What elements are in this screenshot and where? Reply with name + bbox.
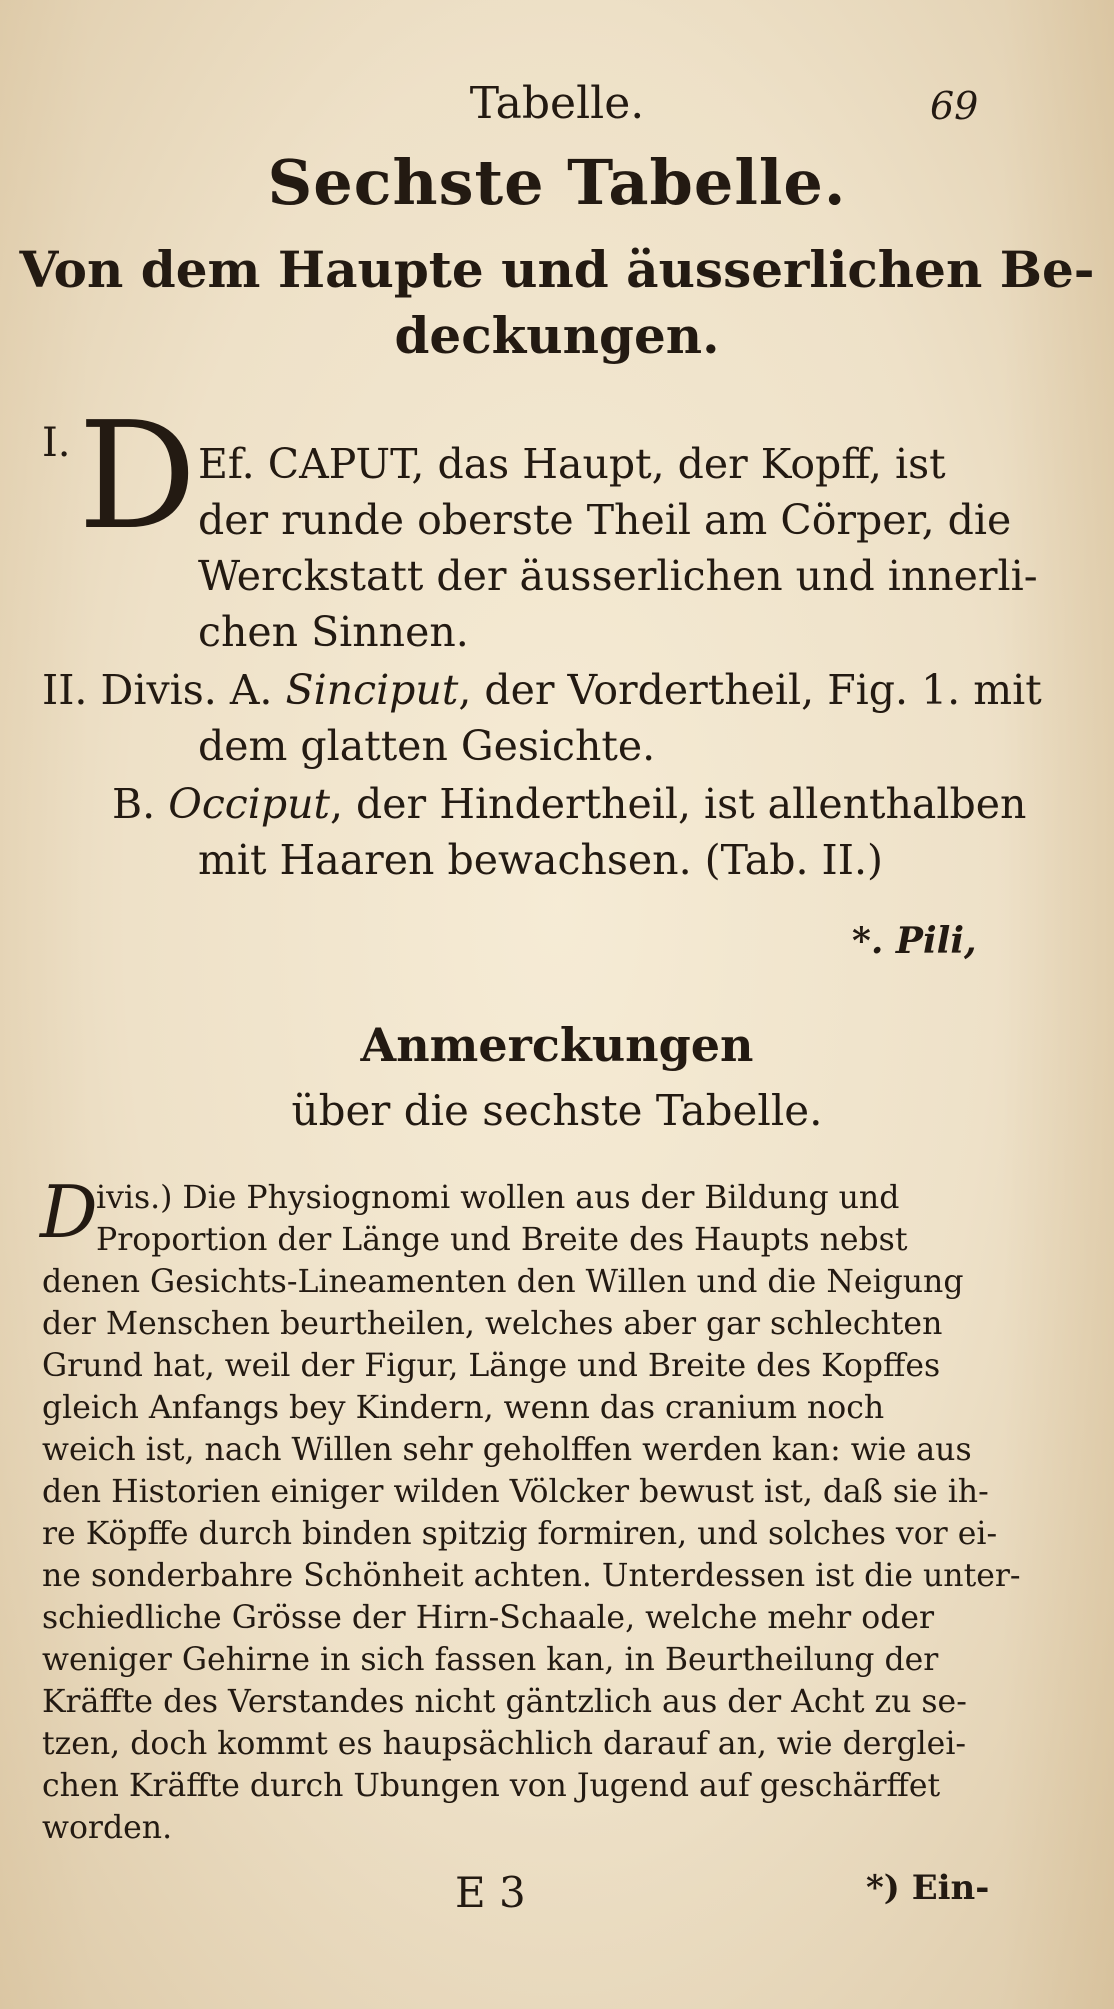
signature-mark: E 3 — [455, 1868, 526, 1917]
note-line: worden. — [42, 1810, 173, 1846]
section2-line-1 — [42, 666, 1042, 714]
section3-rest: , der Hindertheil, ist allenthalben — [329, 780, 1027, 828]
section3-latin-term: Occiput — [168, 780, 330, 828]
section1-line-2: der runde oberste Theil am Cörper, die — [198, 496, 1012, 544]
note-line: schiedliche Grösse der Hirn-Schaale, welche mehr oder — [42, 1600, 935, 1636]
catchword-footer: *) Ein- — [866, 1868, 990, 1908]
note-line: ivis.) Die Physiognomi wollen aus der Bildung und — [96, 1180, 900, 1216]
note-line: weniger Gehirne in sich fassen kan, in Beurtheilung der — [42, 1642, 939, 1678]
section2-line-2: dem glatten Gesichte. — [198, 722, 656, 770]
note-line: gleich Anfangs bey Kindern, wenn das cranium noch — [42, 1390, 885, 1426]
drop-cap: D — [78, 390, 197, 562]
subtitle-line-1: Von dem Haupte und äusserlichen Be- — [19, 240, 1095, 299]
note-line: tzen, doch kommt es haupsächlich darauf an, wie derglei- — [42, 1726, 967, 1762]
section2-latin-term: Sinciput — [285, 666, 459, 714]
note-line: chen Kräffte durch Ubungen von Jugend auf geschärffet — [42, 1768, 941, 1804]
section2-rest: , der Vordertheil, Fig. 1. mit — [458, 666, 1042, 714]
section3-line-1 — [112, 780, 1026, 828]
note-line: ne sonderbahre Schönheit achten. Unterdessen ist die unter- — [42, 1558, 1021, 1594]
catchword-pili: *. Pili, — [852, 920, 977, 962]
section1-line-3: Werckstatt der äusserlichen und innerli- — [198, 552, 1038, 600]
section-number-i: I. — [42, 420, 71, 466]
note-line: re Köpffe durch binden spitzig formiren, und solches vor ei- — [42, 1516, 998, 1552]
note-line: Kräffte des Verstandes nicht gäntzlich aus der Acht zu se- — [42, 1684, 967, 1720]
notes-subheading: über die sechste Tabelle. — [291, 1086, 823, 1135]
note-line: weich ist, nach Willen sehr geholffen werden kan: wie aus — [42, 1432, 972, 1468]
section3-line-2: mit Haaren bewachsen. (Tab. II.) — [198, 836, 883, 884]
subtitle-line-2: deckungen. — [394, 306, 720, 365]
note-line: Grund hat, weil der Figur, Länge und Breite des Kopffes — [42, 1348, 941, 1384]
note-line: Proportion der Länge und Breite des Haupts nebst — [96, 1222, 908, 1258]
notes-heading: Anmerckungen — [360, 1018, 754, 1072]
section3-prefix: B. — [112, 780, 169, 828]
notes-initial: D — [40, 1170, 98, 1254]
page-title: Sechste Tabelle. — [267, 146, 847, 219]
note-line: den Historien einiger wilden Völcker bewust ist, daß sie ih- — [42, 1474, 989, 1510]
note-line: denen Gesichts-Lineamenten den Willen und die Neigung — [42, 1264, 964, 1300]
section1-line-4: chen Sinnen. — [198, 608, 469, 656]
page-number: 69 — [930, 84, 979, 128]
running-head: Tabelle. — [469, 78, 645, 129]
section2-prefix: II. Divis. A. — [42, 666, 286, 714]
note-line: der Menschen beurtheilen, welches aber gar schlechten — [42, 1306, 943, 1342]
section1-line-1: Ef. CAPUT, das Haupt, der Kopff, ist — [198, 440, 946, 488]
